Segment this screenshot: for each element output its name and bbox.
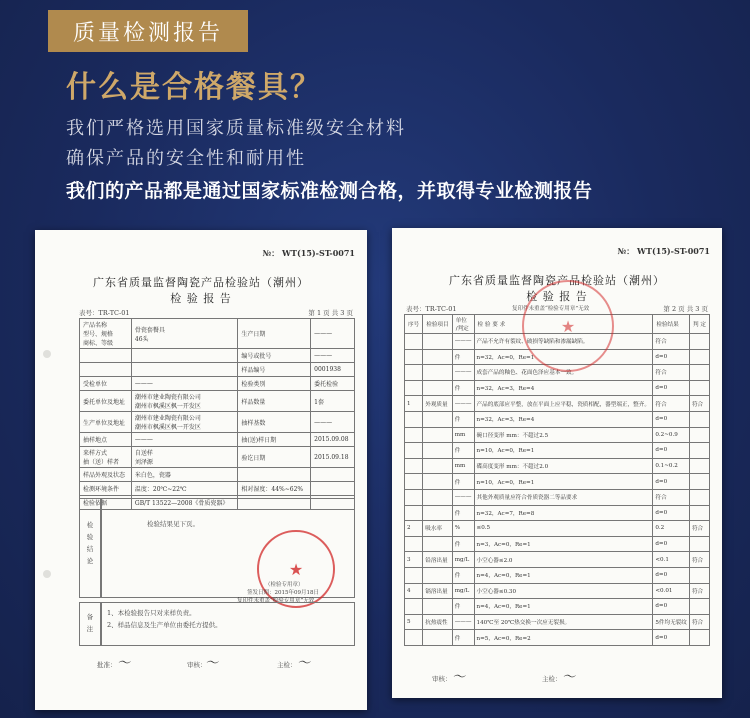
table-cell: ——— (131, 377, 237, 391)
punch-hole (43, 350, 51, 358)
conclusion-text: 检验结果见下页。 (147, 520, 199, 528)
form-number: 表号：TR-TC-01 (79, 309, 130, 317)
table-cell: 碟高度变形 mm：不超过2.0 (474, 458, 653, 474)
section-banner: 质量检测报告 (48, 10, 248, 52)
table-cell: 其他外观质量应符合骨质瓷器二等品要求 (474, 489, 653, 505)
table-cell (405, 334, 423, 350)
column-header: 判 定 (689, 315, 709, 334)
table-cell: 件 (452, 599, 474, 615)
table-cell: 5 (405, 614, 423, 630)
copy-note: 复印件未重盖“检验专用章”无效 (237, 598, 315, 604)
table-row (405, 599, 710, 615)
table-row (405, 427, 710, 443)
table-cell: d=0 (653, 536, 690, 552)
table-cell: 件 (452, 474, 474, 490)
table-cell (405, 505, 423, 521)
page-indicator: 第 1 页 共 3 页 (308, 309, 353, 317)
table-cell (423, 380, 452, 396)
approver-label: 批准： (97, 661, 117, 669)
table-cell: 件 (452, 443, 474, 459)
report-page-1 (35, 230, 367, 710)
table-cell (689, 411, 709, 427)
table-cell: 镉溶出量 (423, 583, 452, 599)
table-row (405, 396, 710, 412)
table-cell: 生产单位及地址 (80, 412, 132, 433)
table-cell: 0001938 (311, 363, 355, 377)
remark-1: 1、本检验报告只对来样负责。 (107, 609, 196, 617)
table-cell: mg/L (452, 583, 474, 599)
table-cell: 骨瓷套餐具 46头 (131, 319, 237, 349)
reviewer-label: 审核： (432, 675, 452, 683)
table-cell: <0.01 (653, 583, 690, 599)
reviewer-label: 审核： (187, 661, 207, 669)
table-cell (689, 567, 709, 583)
table-cell: 米白色，瓷器 (131, 468, 237, 482)
table-row (405, 521, 710, 537)
table-cell: <0.1 (653, 552, 690, 568)
table-cell (689, 380, 709, 396)
table-row (80, 349, 355, 363)
table-cell (405, 599, 423, 615)
table-row (405, 536, 710, 552)
table-cell: 符合 (689, 583, 709, 599)
table-row (80, 412, 355, 433)
table-cell: n=4，Ac=0，Re=1 (474, 599, 653, 615)
table-cell: 委托单位及地址 (80, 391, 132, 412)
table-cell (423, 458, 452, 474)
inspector-label: 主检： (277, 661, 297, 669)
table-cell (423, 536, 452, 552)
table-cell: d=0 (653, 380, 690, 396)
table-cell: 小空心器≤2.0 (474, 552, 653, 568)
table-cell (405, 489, 423, 505)
table-cell: mm (452, 458, 474, 474)
table-cell: 产品名称 型号、规格 商标、等级 (80, 319, 132, 349)
table-cell: 外观质量 (423, 396, 452, 412)
table-cell (423, 489, 452, 505)
table-cell (689, 599, 709, 615)
table-cell: n=32，Ac=7，Re=8 (474, 505, 653, 521)
table-cell (405, 365, 423, 381)
table-cell (423, 630, 452, 646)
table-row (80, 447, 355, 468)
form-number: 表号：TR-TC-01 (406, 305, 457, 313)
table-cell (689, 630, 709, 646)
table-cell (689, 458, 709, 474)
table-cell (405, 349, 423, 365)
table-row (405, 411, 710, 427)
table-cell (689, 349, 709, 365)
table-cell (689, 427, 709, 443)
table-cell: 铅溶出量 (423, 552, 452, 568)
table-cell: ——— (131, 433, 237, 447)
report-subtitle: 检 验 报 告 (170, 292, 232, 305)
table-cell: 检测环境条件 (80, 482, 132, 496)
subtitle-line-2: 确保产品的安全性和耐用性 (66, 148, 306, 169)
report-page-2 (392, 228, 722, 698)
table-row (80, 468, 355, 482)
remark-label: 备 注 (79, 602, 101, 646)
table-cell: 2015.09.08 (311, 433, 355, 447)
table-cell: GB/T 13522—2008《骨质瓷器》 (131, 496, 237, 510)
table-row (405, 552, 710, 568)
inspection-seal: ★ (522, 280, 614, 372)
table-row (405, 630, 710, 646)
table-cell: 抽样基数 (238, 412, 311, 433)
table-cell: n=4，Ac=0，Re=1 (474, 567, 653, 583)
table-cell: 0.2~0.9 (653, 427, 690, 443)
table-cell (405, 427, 423, 443)
report-title: 广东省质量监督陶瓷产品检验站（潮州） (449, 274, 665, 287)
table-row (80, 391, 355, 412)
table-cell: d=0 (653, 630, 690, 646)
table-cell: n=32，Ac=3，Re=4 (474, 380, 653, 396)
remark-2: 2、样品信息及生产单位由委托方提供。 (107, 621, 222, 629)
table-cell: 件 (452, 349, 474, 365)
table-cell: d=0 (653, 443, 690, 459)
table-cell: d=0 (653, 599, 690, 615)
table-cell: 件 (452, 505, 474, 521)
table-cell: 潮州市建业陶瓷有限公司 潮州市枫溪区枫一开发区 (131, 412, 237, 433)
table-cell: d=0 (653, 474, 690, 490)
table-cell: 符合 (653, 396, 690, 412)
table-cell: 5件均无裂纹 (653, 614, 690, 630)
table-cell: ≤0.5 (474, 521, 653, 537)
table-cell (689, 365, 709, 381)
table-cell (423, 411, 452, 427)
table-cell: 自送样 刘泽源 (131, 447, 237, 468)
copy-note: 复印件未重盖“检验专用章”无效 (512, 306, 590, 312)
table-cell: 抗热震性 (423, 614, 452, 630)
table-cell: 4 (405, 583, 423, 599)
table-cell: ——— (311, 319, 355, 349)
report-subtitle: 检 验 报 告 (526, 290, 588, 303)
table-cell (405, 630, 423, 646)
table-cell: 成套产品的釉色、花面色泽应基本一致。 (474, 365, 653, 381)
table-row (80, 363, 355, 377)
table-cell: ——— (452, 396, 474, 412)
table-cell (405, 411, 423, 427)
table-cell: n=32，Ac=3，Re=4 (474, 411, 653, 427)
table-cell (423, 505, 452, 521)
table-cell: 件 (452, 411, 474, 427)
table-cell: 1 (405, 396, 423, 412)
table-row (405, 614, 710, 630)
table-cell: 件 (452, 380, 474, 396)
table-cell: ——— (452, 334, 474, 350)
table-cell: ——— (452, 489, 474, 505)
table-row (405, 567, 710, 583)
table-cell: 温度：20℃~22℃ (131, 482, 237, 496)
table-cell: 符合 (689, 552, 709, 568)
table-cell (131, 349, 237, 363)
table-row (80, 377, 355, 391)
report-info-table (79, 318, 355, 510)
table-cell: 0.1~0.2 (653, 458, 690, 474)
table-cell (423, 599, 452, 615)
table-cell: 碗口径变形 mm：不超过2.5 (474, 427, 653, 443)
table-cell: 抽(送)样日期 (238, 433, 311, 447)
table-cell: 委托检验 (311, 377, 355, 391)
table-cell (689, 489, 709, 505)
table-cell (80, 363, 132, 377)
table-cell: 产品的底部应平整，放在平面上应平稳，瓷质相配，器型端正，整齐。 (474, 396, 653, 412)
table-cell (423, 474, 452, 490)
table-cell (423, 567, 452, 583)
table-cell (405, 458, 423, 474)
emphasis-line: 我们的产品都是通过国家标准检测合格，并取得专业检测报告 (66, 180, 593, 202)
table-cell (405, 536, 423, 552)
table-cell (131, 363, 237, 377)
report-number: №： WT(15)-ST-0071 (262, 248, 355, 258)
table-cell: ——— (452, 614, 474, 630)
column-header: 序号 (405, 315, 423, 334)
table-cell: ——— (311, 412, 355, 433)
table-cell: d=0 (653, 505, 690, 521)
table-cell: d=0 (653, 349, 690, 365)
table-cell: 产品不允许有裂纹、破损等缺陷和渗漏缺陷。 (474, 334, 653, 350)
table-cell: n=3，Ac=0，Re=1 (474, 536, 653, 552)
table-row (405, 583, 710, 599)
table-cell: 2015.09.18 (311, 447, 355, 468)
table-cell (689, 474, 709, 490)
table-cell (689, 334, 709, 350)
page-indicator: 第 2 页 共 3 页 (663, 305, 708, 313)
column-header: 单位 /判定 (452, 315, 474, 334)
table-row (405, 458, 710, 474)
reviewer-signature: 〜 (452, 670, 466, 685)
table-cell (423, 334, 452, 350)
table-row (80, 433, 355, 447)
table-cell: 来样方式 抽（送）样者 (80, 447, 132, 468)
table-cell: % (452, 521, 474, 537)
table-row (405, 380, 710, 396)
table-cell: 符合 (689, 396, 709, 412)
table-cell: 符合 (653, 334, 690, 350)
table-cell (238, 468, 311, 482)
table-cell: 验讫日期 (238, 447, 311, 468)
table-cell: n=5，Ac=0，Re=2 (474, 630, 653, 646)
table-cell: 生产日期 (238, 319, 311, 349)
table-row (80, 319, 355, 349)
table-cell: 吸水率 (423, 521, 452, 537)
seal-date: 签发日期：2015年09月18日 (247, 590, 319, 596)
table-cell: 抽样地点 (80, 433, 132, 447)
table-cell: 小空心器≤0.30 (474, 583, 653, 599)
seal-caption: （检验专用章） (265, 582, 304, 588)
column-header: 检验项目 (423, 315, 452, 334)
table-cell (405, 443, 423, 459)
table-cell: 编号或批号 (238, 349, 311, 363)
table-cell: 相对湿度：44%~62% (238, 482, 311, 496)
table-cell (423, 427, 452, 443)
column-header: 检 验 要 求 (474, 315, 653, 334)
table-cell: 符合 (653, 489, 690, 505)
table-cell: 1套 (311, 391, 355, 412)
table-cell: 3 (405, 552, 423, 568)
report-number: №： WT(15)-ST-0071 (617, 246, 710, 256)
table-cell: 样品外观及状态 (80, 468, 132, 482)
table-cell: 检验依据 (80, 496, 132, 510)
table-cell (405, 380, 423, 396)
table-cell (311, 482, 355, 496)
table-cell: d=0 (653, 567, 690, 583)
table-row (405, 505, 710, 521)
table-cell (689, 505, 709, 521)
table-cell: ——— (452, 365, 474, 381)
table-cell: mm (452, 427, 474, 443)
headline-question: 什么是合格餐具？ (66, 70, 322, 105)
table-row (405, 443, 710, 459)
table-cell: 符合 (689, 521, 709, 537)
table-cell: mg/L (452, 552, 474, 568)
table-cell: 件 (452, 567, 474, 583)
table-cell: 受检单位 (80, 377, 132, 391)
table-cell: 样品数量 (238, 391, 311, 412)
table-cell (423, 365, 452, 381)
punch-hole (43, 570, 51, 578)
table-cell: n=10，Ac=0，Re=1 (474, 474, 653, 490)
table-row (80, 482, 355, 496)
table-cell (689, 443, 709, 459)
table-cell: 符合 (689, 614, 709, 630)
table-cell: 0.2 (653, 521, 690, 537)
table-cell (423, 443, 452, 459)
inspector-signature: 〜 (562, 670, 576, 685)
table-cell: 潮州市建业陶瓷有限公司 潮州市枫溪区枫一开发区 (131, 391, 237, 412)
column-header: 检验结果 (653, 315, 690, 334)
conclusion-label: 检 验 结 论 (79, 498, 101, 598)
table-cell: 140℃至 20℃热交换一次应无裂损。 (474, 614, 653, 630)
table-row (405, 489, 710, 505)
inspector-signature: 〜 (297, 656, 311, 671)
inspection-seal: ★ (257, 530, 335, 608)
subtitle-line-1: 我们严格选用国家质量标准级安全材料 (66, 118, 406, 139)
table-cell: 检验类别 (238, 377, 311, 391)
table-cell (405, 567, 423, 583)
table-cell: 样品编号 (238, 363, 311, 377)
report-title: 广东省质量监督陶瓷产品检验站（潮州） (93, 276, 309, 289)
table-cell: 件 (452, 536, 474, 552)
table-cell: 件 (452, 630, 474, 646)
table-cell (423, 349, 452, 365)
table-cell: 符合 (653, 365, 690, 381)
table-cell (689, 536, 709, 552)
table-cell: n=10，Ac=0，Re=1 (474, 443, 653, 459)
approver-signature: 〜 (117, 656, 131, 671)
table-cell: d=0 (653, 411, 690, 427)
table-cell (311, 468, 355, 482)
table-cell: 2 (405, 521, 423, 537)
table-cell: n=32，Ac=0，Re=1 (474, 349, 653, 365)
table-cell (405, 474, 423, 490)
inspector-label: 主检： (542, 675, 562, 683)
table-row (405, 474, 710, 490)
table-cell (80, 349, 132, 363)
reviewer-signature: 〜 (205, 656, 219, 671)
table-cell: ——— (311, 349, 355, 363)
